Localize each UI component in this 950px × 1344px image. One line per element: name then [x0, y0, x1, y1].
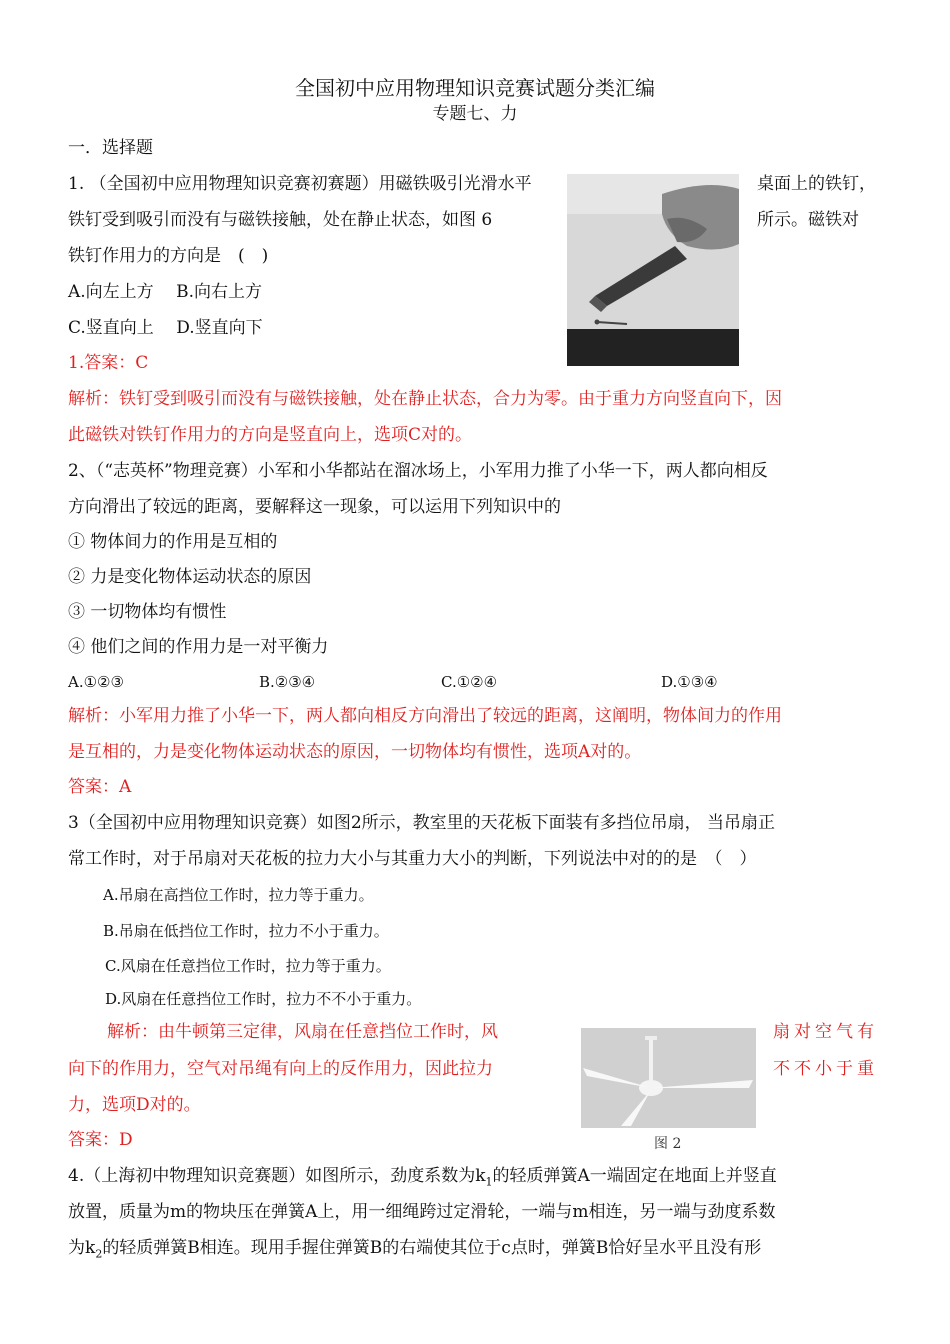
- document-title: 全国初中应用物理知识竞赛试题分类汇编: [295, 76, 655, 100]
- k2-subscript: 2: [95, 1247, 103, 1261]
- q2-line2: 方向滑出了较远的距离，要解释这一现象，可以运用下列知识中的: [68, 497, 561, 517]
- k1-subscript: 1: [485, 1175, 493, 1189]
- q1-analysis-line2: 此磁铁对铁钉作用力的方向是竖直向上，选项C对的。: [68, 425, 473, 445]
- q4-line3-part2: 的轻质弹簧B相连。现用手握住弹簧B的右端使其位于c点时，弹簧B恰好呈水平且没有形: [102, 1238, 762, 1258]
- q4-line3-part1: 为: [68, 1238, 85, 1258]
- q4-line1: [68, 1165, 777, 1193]
- k2-symbol: k: [85, 1238, 96, 1258]
- q3-analysis-line3: 力，选项D对的。: [68, 1095, 201, 1115]
- ceiling-fan-illustration: [581, 1028, 756, 1128]
- q3-analysis-line1-right: 扇对空气有: [773, 1022, 878, 1042]
- section-heading: 一．选择题: [68, 138, 153, 158]
- q1-line2-right: 所示。磁铁对: [757, 210, 859, 230]
- q2-analysis-line2: 是互相的，力是变化物体运动状态的原因，一切物体均有惯性，选项A对的。: [68, 742, 642, 762]
- q1-line2-left: 铁钉受到吸引而没有与磁铁接触，处在静止状态，如图 6: [68, 210, 493, 230]
- q3-option-b: B.吊扇在低挡位工作时，拉力不小于重力。: [103, 922, 389, 940]
- q2-option-c: C.①②④: [441, 673, 498, 691]
- q3-analysis-line2-right: 不不小于重: [773, 1059, 878, 1079]
- magnet-nail-illustration: [567, 174, 739, 366]
- q1-line1-right: 桌面上的铁钉，: [757, 174, 876, 194]
- figure-2-label: 图 2: [654, 1136, 682, 1152]
- q4-line1-part1: 4.（上海初中物理知识竞赛题）如图所示，劲度系数为: [68, 1166, 476, 1186]
- q2-option-a: A.①②③: [68, 673, 124, 691]
- q2-answer: 答案：A: [68, 777, 132, 797]
- q1-options-ab: A.向左上方 B.向右上方: [68, 282, 262, 302]
- q4-line2: 放置，质量为m的物块压在弹簧A上，用一细绳跨过定滑轮，一端与m相连，另一端与劲度系数: [68, 1202, 776, 1222]
- q3-answer: 答案：D: [68, 1130, 133, 1150]
- k1-symbol: k: [475, 1166, 486, 1186]
- q2-item3: ③ 一切物体均有惯性: [68, 602, 227, 622]
- q3-analysis-line1-left: 解析：由牛顿第三定律，风扇在任意挡位工作时，风: [107, 1022, 498, 1042]
- q2-item4: ④ 他们之间的作用力是一对平衡力: [68, 637, 329, 657]
- q1-options-cd: C.竖直向上 D.竖直向下: [68, 318, 263, 338]
- document-subtitle: 专题七、力: [432, 104, 518, 124]
- q2-option-d: D.①③④: [661, 673, 718, 691]
- magnet-nail-photo: [567, 174, 739, 366]
- q2-line1: 2、（“志英杯”物理竞赛）小军和小华都站在溜冰场上，小军用力推了小华一下，两人都向相反: [68, 461, 768, 481]
- q2-analysis-line1: 解析：小军用力推了小华一下，两人都向相反方向滑出了较远的距离，这阐明，物体间力的作用: [68, 706, 782, 726]
- q1-analysis-line1: 解析：铁钉受到吸引而没有与磁铁接触，处在静止状态，合力为零。由于重力方向竖直向下，因: [68, 389, 782, 409]
- q4-line3: [68, 1237, 761, 1265]
- q3-option-a: A.吊扇在高挡位工作时，拉力等于重力。: [103, 886, 374, 904]
- q3-line1: 3（全国初中应用物理知识竞赛）如图2所示，教室里的天花板下面装有多挡位吊扇， 当吊扇正: [68, 813, 776, 833]
- q3-option-c: C.风扇在任意挡位工作时，拉力等于重力。: [105, 957, 391, 975]
- q3-analysis-line2-left: 向下的作用力，空气对吊绳有向上的反作用力，因此拉力: [68, 1059, 493, 1079]
- q1-line1-left: 1. （全国初中应用物理知识竞赛初赛题）用磁铁吸引光滑水平: [68, 174, 532, 194]
- q2-item1: ① 物体间力的作用是互相的: [68, 532, 278, 552]
- q2-option-b: B.②③④: [259, 673, 316, 691]
- q1-line3: 铁钉作用力的方向是 ( ): [68, 246, 269, 266]
- q3-option-d: D.风扇在任意挡位工作时，拉力不不小于重力。: [105, 990, 422, 1008]
- q4-line1-part2: 的轻质弹簧A一端固定在地面上并竖直: [492, 1166, 777, 1186]
- q2-item2: ② 力是变化物体运动状态的原因: [68, 567, 312, 587]
- q1-answer: 1.答案：C: [68, 353, 149, 373]
- ceiling-fan-photo: [581, 1028, 756, 1128]
- q3-line2: 常工作时，对于吊扇对天花板的拉力大小与其重力大小的判断，下列说法中对的的是 （ ）: [68, 849, 757, 869]
